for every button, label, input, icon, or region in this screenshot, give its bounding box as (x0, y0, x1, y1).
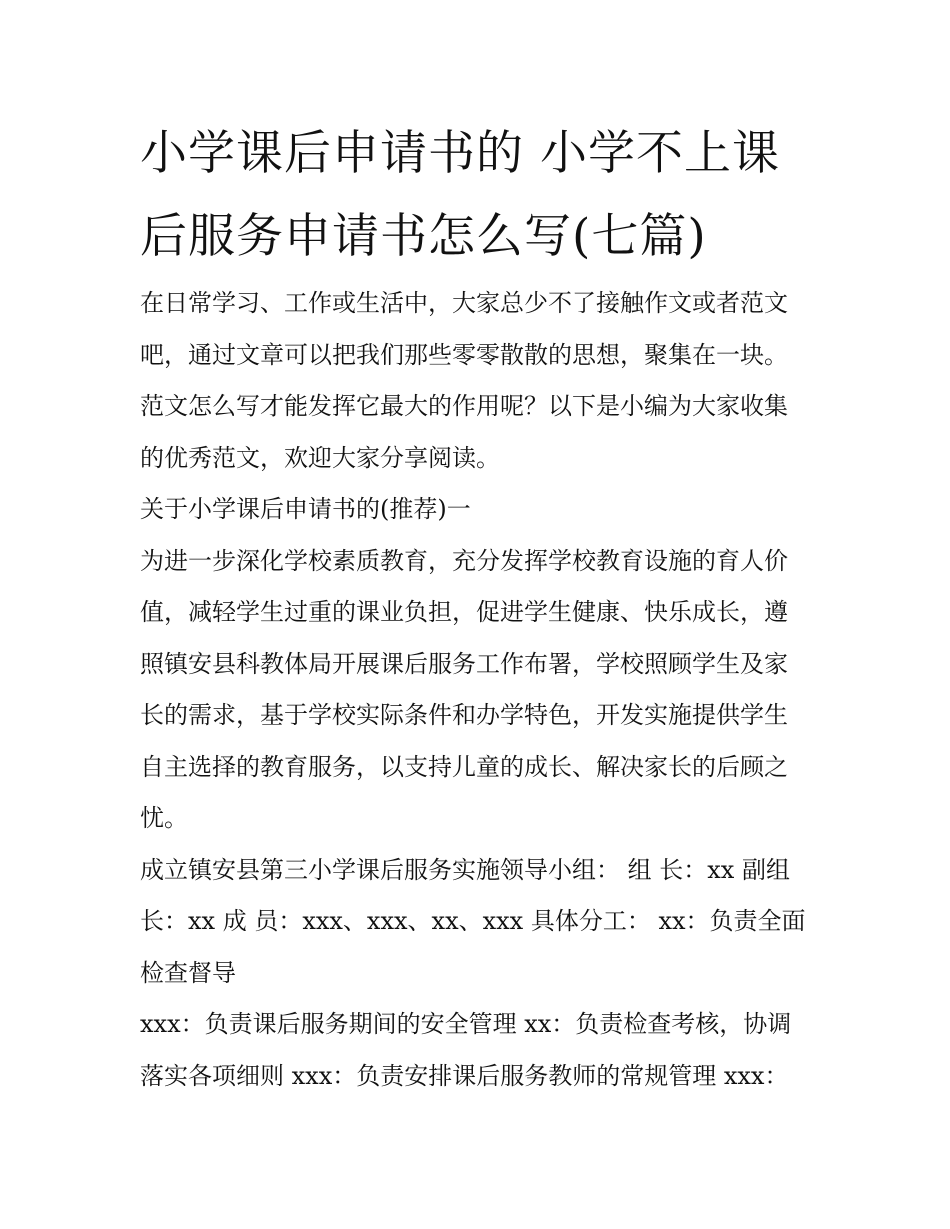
text-line: 落实各项细则 xxx：负责安排课后服务教师的常规管理 xxx： (140, 1061, 789, 1090)
section-heading (140, 484, 830, 536)
text-line: 忧。 (140, 804, 188, 832)
text-line: 范文怎么写才能发挥它最大的作用呢？以下是小编为大家收集 (140, 392, 788, 420)
text-line: 照镇安县科教体局开展课后服务工作布署，学校照顾学生及家 (140, 649, 788, 678)
text-line: xxx：负责课后服务期间的安全管理 xx：负责检查考核，协调 (140, 1010, 792, 1038)
document-body (140, 278, 830, 1102)
text-line: 在日常学习、工作或生活中，大家总少不了接触作文或者范文 (140, 289, 788, 317)
text-line: 成立镇安县第三小学课后服务实施领导小组： 组 长：xx 副组 (140, 855, 790, 884)
text-line: 关于小学课后申请书的(推荐)一 (140, 495, 471, 523)
leadership-paragraph (140, 845, 830, 1000)
text-line: 为进一步深化学校素质教育，充分发挥学校教育设施的育人价 (140, 546, 788, 575)
text-line: 长的需求，基于学校实际条件和办学特色，开发实施提供学生 (140, 701, 788, 729)
text-line: 长：xx 成 员：xxx、xxx、xx、xxx 具体分工： xx：负责全面 (140, 907, 806, 935)
document-title (140, 112, 820, 278)
text-line: 自主选择的教育服务，以支持儿童的成长、解决家长的后顾之 (140, 752, 788, 781)
title-line: 后服务申请书怎么写(七篇) (140, 209, 707, 264)
purpose-paragraph (140, 536, 830, 845)
text-line: 值，减轻学生过重的课业负担，促进学生健康、快乐成长，遵 (140, 598, 788, 626)
text-line: 吧，通过文章可以把我们那些零零散散的思想，聚集在一块。 (140, 340, 788, 369)
text-line: 检查督导 (140, 958, 236, 987)
title-line: 小学课后申请书的 小学不上课 (140, 126, 780, 181)
intro-paragraph (140, 278, 830, 484)
text-line: 的优秀范文，欢迎大家分享阅读。 (140, 443, 500, 472)
duties-paragraph (140, 999, 830, 1102)
